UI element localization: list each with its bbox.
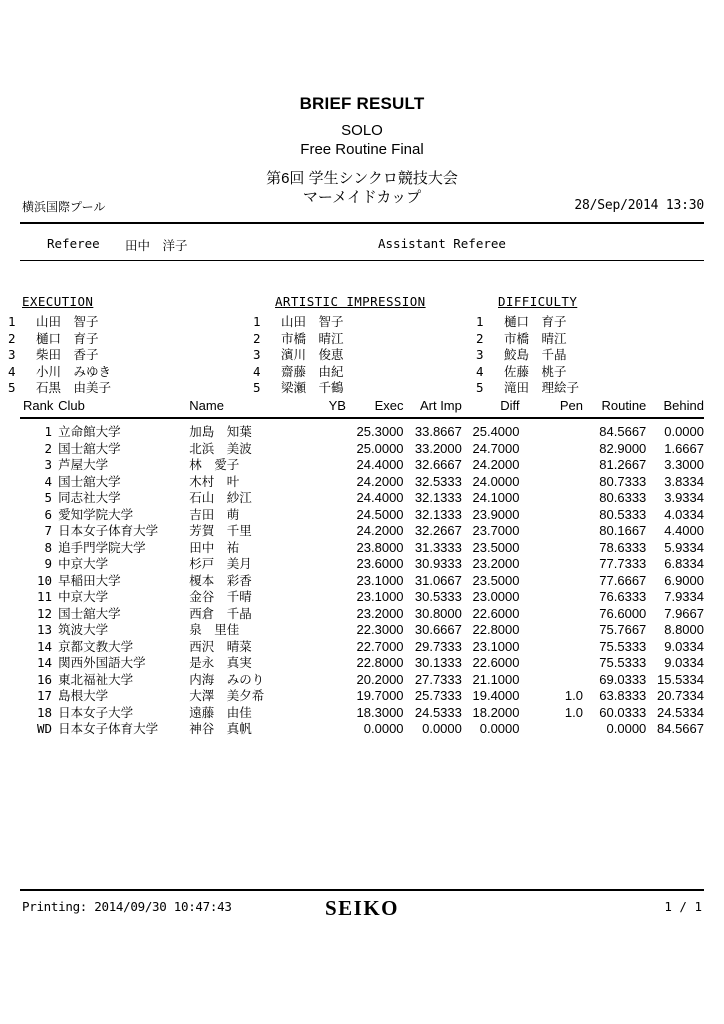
cell-art-imp: 32.1333 [414,490,462,505]
column-header-pen: Pen [559,398,583,413]
meet-name-line1: 第6回 学生シンクロ競技大会 [266,170,458,187]
judge-name: 齋藤 由紀 [281,363,344,379]
cell-name: 田中 祐 [189,539,240,555]
cell-behind: 9.0334 [664,638,704,654]
judge-number: 5 [476,380,484,396]
judge-number: 4 [253,363,261,379]
cell-behind: 6.9000 [664,572,704,588]
cell-pen [520,589,583,606]
cell-yb [300,622,346,639]
cell-name: 杉戸 美月 [189,556,252,571]
divider-table-header [20,417,704,419]
table-row [20,474,704,491]
column-header-name: Name [189,398,224,413]
cell-routine: 77.6667 [599,572,647,588]
cell-yb [300,441,346,458]
cell-diff: 23.1000 [472,638,520,654]
cell-yb [300,457,346,474]
table-row [20,507,704,524]
divider-officials [20,260,704,261]
judge-panel-artistic-impression [253,294,426,396]
cell-yb [300,705,346,722]
judge-row [476,345,579,363]
judge-panel-execution [8,294,112,396]
cell-routine: 80.6333 [599,490,647,505]
event-category: SOLO [341,122,383,139]
cell-name: 石山 紗江 [189,490,252,505]
cell-art-imp: 30.9333 [414,556,462,571]
cell-exec: 23.6000 [356,556,404,571]
cell-behind: 4.4000 [664,523,704,538]
column-header-yb: YB [328,398,346,413]
page-title: BRIEF RESULT [299,94,425,113]
cell-art-imp: 32.2667 [414,523,462,538]
cell-name: 木村 叶 [189,473,240,489]
judge-row [8,312,111,329]
cell-routine: 75.7667 [599,622,647,637]
judge-name: 市橋 晴江 [281,330,344,346]
cell-name: 内海 みのり [189,671,265,687]
cell-club: 筑波大学 [58,622,109,637]
cell-art-imp: 30.8000 [414,605,462,621]
cell-club: 日本女子体育大学 [58,523,159,538]
cell-rank: 7 [44,523,53,538]
judge-row [8,362,112,379]
cell-pen [520,556,583,573]
cell-name: 芳賀 千里 [189,523,252,538]
cell-club: 国士舘大学 [58,473,121,489]
cell-routine: 76.6333 [599,589,647,604]
cell-art-imp: 24.5333 [414,704,462,720]
cell-routine: 77.7333 [599,556,647,571]
cell-name: 吉田 萌 [189,506,240,522]
results-table-wrapper [20,398,704,738]
cell-exec: 20.2000 [356,671,404,687]
cell-exec: 24.2000 [356,473,404,489]
cell-club: 東北福祉大学 [58,671,134,687]
cell-exec: 22.3000 [356,622,404,637]
venue-label: 横浜国際プール [22,200,106,214]
cell-rank: 14 [37,638,53,654]
cell-club: 愛知学院大学 [58,506,134,522]
cell-behind: 7.9667 [664,605,704,621]
cell-diff: 22.6000 [472,655,520,670]
cell-yb [300,721,346,738]
cell-diff: 23.0000 [472,589,520,604]
cell-club: 日本女子体育大学 [58,721,159,736]
cell-routine: 81.2667 [599,457,647,472]
cell-behind: 1.6667 [664,440,704,456]
cell-pen [520,490,583,507]
judge-number: 2 [8,330,16,346]
judge-row [476,312,579,329]
printing-timestamp: Printing: 2014/09/30 10:47:43 [22,899,232,914]
judge-name: 樋口 育子 [36,330,99,346]
cell-rank: 4 [44,473,53,489]
cell-routine: 63.8333 [599,688,647,703]
event-round: Free Routine Final [300,141,424,158]
cell-routine: 76.6000 [599,605,647,621]
cell-art-imp: 31.3333 [414,539,462,555]
cell-club: 中京大学 [58,556,109,571]
judge-row [253,378,426,396]
cell-pen [520,507,583,524]
cell-yb [300,419,346,441]
column-header-club: Club [58,398,85,413]
cell-pen [520,672,583,689]
table-row [20,639,704,656]
cell-routine: 80.1667 [599,523,647,538]
judge-name: 市橋 晴江 [504,330,567,346]
column-header-routine: Routine [601,398,647,413]
cell-name: 西沢 晴菜 [189,638,252,654]
cell-routine: 80.5333 [599,506,647,522]
table-row [20,573,704,590]
table-header-row [20,398,704,419]
cell-yb [300,655,346,672]
cell-club: 同志社大学 [58,490,121,505]
cell-rank: 9 [44,556,53,571]
judge-row [476,362,579,379]
cell-exec: 24.4000 [356,490,404,505]
judge-row [476,329,579,346]
judge-number: 1 [8,314,16,329]
table-row [20,672,704,689]
cell-diff: 21.1000 [472,671,520,687]
cell-rank: 5 [44,490,53,505]
cell-name: 金谷 千晴 [189,589,252,604]
cell-diff: 24.1000 [472,490,520,505]
table-row [20,457,704,474]
cell-exec: 24.5000 [356,506,404,522]
cell-behind: 3.3000 [664,457,704,472]
cell-behind: 7.9334 [664,589,704,604]
cell-club: 芦屋大学 [58,457,109,472]
cell-behind: 4.0334 [664,506,704,522]
panel-title-execution: EXECUTION [22,294,94,309]
cell-routine: 78.6333 [599,539,647,555]
cell-pen [520,419,583,441]
cell-yb [300,672,346,689]
cell-name: 是永 真実 [189,655,252,670]
judge-number: 3 [8,347,16,363]
cell-behind: 0.0000 [664,424,704,439]
column-header-art-imp: Art Imp [419,398,462,413]
cell-art-imp: 33.2000 [414,440,462,456]
column-header-rank: Rank [23,398,54,413]
judge-number: 4 [476,363,484,379]
judge-number: 3 [476,347,484,363]
cell-rank: 11 [37,589,53,604]
cell-pen: 1.0 [564,704,583,720]
judge-name: 濱川 俊恵 [281,347,344,363]
cell-art-imp: 30.6667 [414,622,462,637]
table-row [20,556,704,573]
judge-number: 5 [8,380,16,396]
cell-yb [300,490,346,507]
cell-pen [520,655,583,672]
judge-name: 山田 智子 [281,314,344,329]
cell-routine: 69.0333 [599,671,647,687]
judge-row [253,362,426,379]
cell-exec: 23.2000 [356,605,404,621]
cell-name: 神谷 真帆 [189,721,252,736]
cell-yb [300,507,346,524]
table-row [20,622,704,639]
cell-name: 西倉 千晶 [189,605,252,621]
table-row [20,540,704,557]
cell-routine: 60.0333 [599,704,647,720]
judge-panel-difficulty [476,294,580,396]
cell-routine: 75.5333 [599,655,647,670]
cell-behind: 3.8334 [664,473,704,489]
cell-name: 榎本 彩香 [189,572,252,588]
cell-yb [300,639,346,656]
cell-exec: 19.7000 [356,688,404,703]
cell-art-imp: 25.7333 [414,688,462,703]
cell-art-imp: 31.0667 [414,572,462,588]
cell-pen [520,457,583,474]
cell-diff: 22.6000 [472,605,520,621]
cell-art-imp: 30.1333 [414,655,462,670]
cell-name: 泉 里佳 [189,622,240,637]
cell-diff: 23.7000 [472,523,520,538]
cell-club: 国士舘大学 [58,605,121,621]
cell-name: 大澤 美夕希 [189,688,265,703]
cell-rank: 8 [44,539,53,555]
divider-top [20,222,704,224]
column-header-behind: Behind [663,398,704,413]
judge-row [253,329,426,346]
cell-club: 追手門学院大学 [58,539,146,555]
judge-name: 山田 智子 [36,314,99,329]
cell-pen [520,622,583,639]
judge-row [476,378,580,396]
cell-art-imp: 32.1333 [414,506,462,522]
cell-behind: 84.5667 [657,721,704,736]
cell-club: 島根大学 [58,688,109,703]
referee-name: 田中 洋子 [125,238,188,253]
cell-rank: 3 [44,457,53,472]
judge-number: 5 [253,380,261,396]
table-row [20,490,704,507]
judge-row [8,329,111,346]
cell-yb [300,474,346,491]
column-header-exec: Exec [374,398,404,413]
cell-pen [520,606,583,623]
page-number: 1 / 1 [664,899,702,914]
cell-club: 関西外国語大学 [58,655,146,670]
cell-yb [300,573,346,590]
cell-rank: 16 [37,671,53,687]
cell-yb [300,589,346,606]
cell-yb [300,688,346,705]
cell-art-imp: 33.8667 [414,424,462,439]
judge-name: 小川 みゆき [36,363,112,379]
panel-title-artistic-impression: ARTISTIC IMPRESSION [275,294,426,309]
cell-art-imp: 32.5333 [414,473,462,489]
cell-diff: 19.4000 [472,688,520,703]
cell-name: 北浜 美波 [189,440,252,456]
cell-exec: 25.3000 [356,424,404,439]
cell-art-imp: 29.7333 [414,638,462,654]
cell-exec: 0.0000 [363,721,404,736]
judge-name: 梁瀬 千鶴 [281,380,344,396]
judge-name: 石黒 由美子 [36,380,112,396]
seiko-logo: SEIKO [324,896,400,920]
cell-diff: 23.9000 [472,506,520,522]
cell-rank: 2 [44,440,53,456]
cell-art-imp: 30.5333 [414,589,462,604]
cell-art-imp: 32.6667 [414,457,462,472]
cell-behind: 24.5334 [657,704,704,720]
cell-rank: 12 [37,605,53,621]
cell-behind: 9.0334 [664,655,704,670]
cell-behind: 6.8334 [664,556,704,571]
cell-behind: 15.5334 [657,671,704,687]
cell-behind: 20.7334 [657,688,704,703]
cell-behind: 5.9334 [664,539,704,555]
cell-pen [520,441,583,458]
judge-name: 滝田 理絵子 [504,380,580,396]
cell-exec: 22.8000 [356,655,404,670]
cell-routine: 75.5333 [599,638,647,654]
table-row [20,606,704,623]
table-row [20,523,704,540]
table-row [20,589,704,606]
session-datetime: 28/Sep/2014 13:30 [574,198,704,213]
assistant-referee-label: Assistant Referee [378,236,506,251]
cell-club: 日本女子大学 [58,704,134,720]
cell-exec: 23.1000 [356,589,404,604]
cell-diff: 23.5000 [472,539,520,555]
judge-name: 柴田 香子 [36,347,99,363]
judge-number: 1 [253,314,261,329]
judge-row [8,345,111,363]
judge-number: 4 [8,363,16,379]
cell-pen [520,573,583,590]
cell-routine: 80.7333 [599,473,647,489]
table-row [20,419,704,441]
cell-club: 立命館大学 [58,424,121,439]
cell-diff: 22.8000 [472,622,520,637]
judge-row [8,378,112,396]
judge-number: 1 [476,314,484,329]
cell-exec: 23.8000 [356,539,404,555]
judge-name: 佐藤 桃子 [504,363,567,379]
cell-rank: 18 [37,704,53,720]
cell-exec: 24.2000 [356,523,404,538]
table-row [20,721,704,738]
judge-number: 3 [253,347,261,363]
column-header-diff: Diff [500,398,520,413]
cell-pen: 1.0 [564,688,583,703]
judge-name: 樋口 育子 [504,314,567,329]
table-row [20,655,704,672]
judge-row [253,312,426,329]
divider-footer [20,889,704,891]
cell-diff: 18.2000 [472,704,520,720]
cell-diff: 24.7000 [472,440,520,456]
cell-name: 遠藤 由佳 [189,704,252,720]
judge-name: 鮫島 千晶 [504,347,567,363]
cell-yb [300,540,346,557]
cell-diff: 25.4000 [472,424,520,439]
cell-rank: 13 [37,622,53,637]
cell-rank: 10 [37,572,53,588]
cell-diff: 24.0000 [472,473,520,489]
cell-exec: 23.1000 [356,572,404,588]
judge-number: 2 [476,330,484,346]
cell-yb [300,523,346,540]
cell-club: 国士舘大学 [58,440,121,456]
cell-rank: 14 [37,655,53,670]
cell-name: 加島 知葉 [189,424,252,439]
cell-routine: 84.5667 [599,424,647,439]
cell-rank: 17 [37,688,53,703]
cell-exec: 24.4000 [356,457,404,472]
cell-yb [300,556,346,573]
cell-routine: 0.0000 [606,721,647,736]
judge-row [253,345,426,363]
cell-pen [520,540,583,557]
cell-pen [520,474,583,491]
results-table [20,398,704,738]
table-row [20,441,704,458]
cell-diff: 24.2000 [472,457,520,472]
cell-pen [520,639,583,656]
judge-number: 2 [253,330,261,346]
cell-rank: WD [37,721,53,736]
cell-rank: 6 [44,506,53,522]
meet-name-line2: マーメイドカップ [302,189,422,206]
cell-club: 中京大学 [58,589,109,604]
cell-pen [520,721,583,738]
cell-exec: 18.3000 [356,704,404,720]
table-row [20,705,704,722]
cell-art-imp: 0.0000 [422,721,462,736]
cell-pen [520,523,583,540]
cell-behind: 3.9334 [664,490,704,505]
cell-club: 早稲田大学 [58,572,121,588]
cell-diff: 23.5000 [472,572,520,588]
cell-art-imp: 27.7333 [414,671,462,687]
table-row [20,688,704,705]
cell-diff: 0.0000 [479,721,520,736]
panel-title-difficulty: DIFFICULTY [498,294,578,309]
cell-diff: 23.2000 [472,556,520,571]
referee-label: Referee [47,236,100,251]
cell-exec: 22.7000 [356,638,404,654]
cell-rank: 1 [44,424,53,439]
cell-yb [300,606,346,623]
cell-behind: 8.8000 [664,622,704,637]
cell-routine: 82.9000 [599,440,647,456]
cell-club: 京都文教大学 [58,638,134,654]
cell-name: 林 愛子 [189,457,240,472]
cell-exec: 25.0000 [356,440,404,456]
